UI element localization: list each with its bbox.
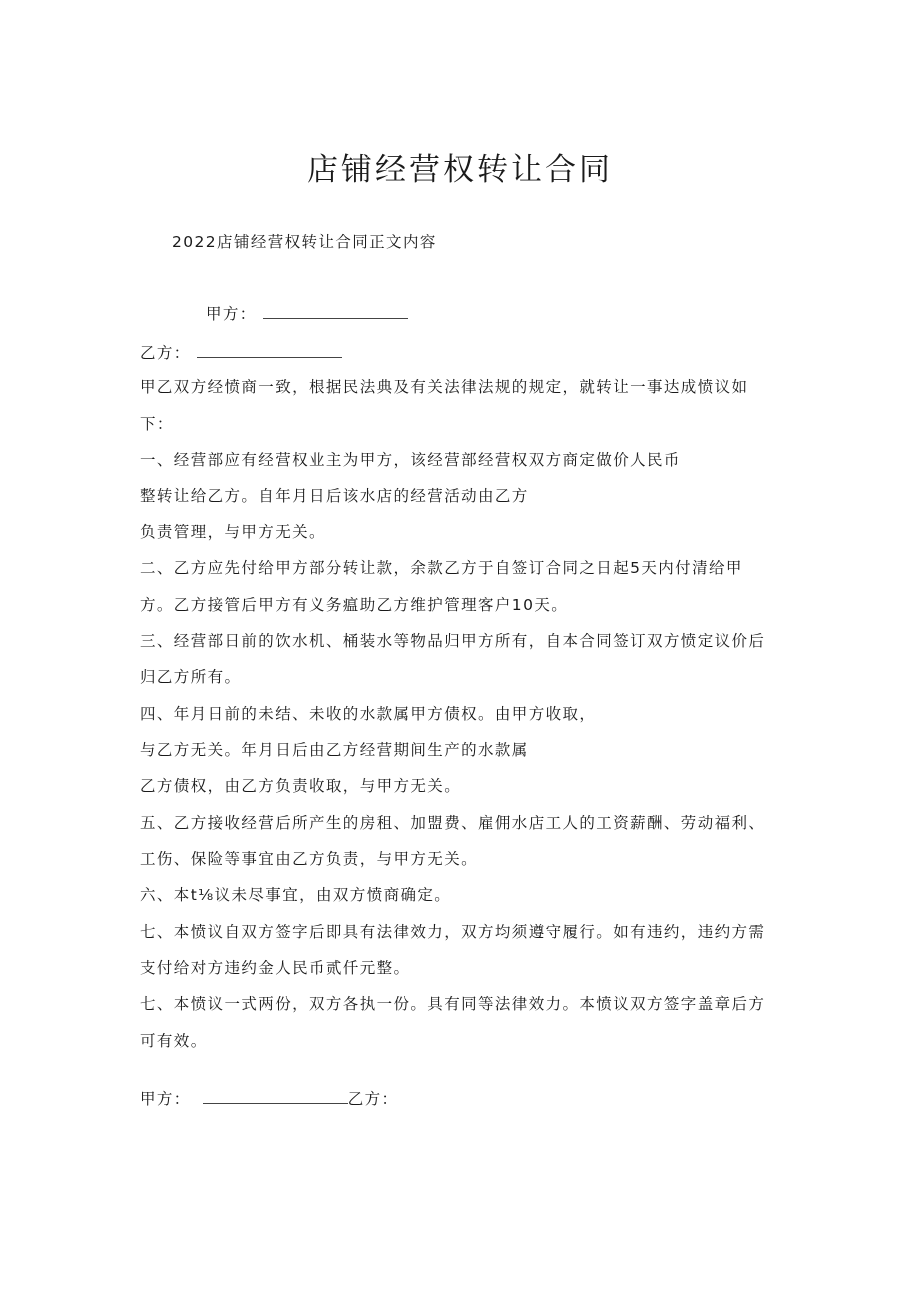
party-a-blank	[263, 304, 408, 319]
body-line: 方。乙方接管后甲方有义务瘟助乙方维护管理客户10天。	[140, 596, 569, 614]
party-b-line	[140, 342, 342, 364]
body-line: 六、本t⅛议未尽事宜，由双方愤商确定。	[140, 886, 452, 904]
party-a-label: 甲方：	[206, 305, 257, 323]
body-line: 支付给对方违约金人民币贰仟元整。	[140, 959, 411, 977]
body-line: 归乙方所有。	[140, 668, 242, 686]
body-line: 下：	[140, 415, 174, 433]
signature-party-a-label: 甲方：	[140, 1090, 191, 1108]
body-line: 七、本愤议自双方签字后即具有法律效力，双方均须遵守履行。如有违约，违约方需	[140, 923, 766, 941]
body-line: 四、年月日前的未结、未收的水款属甲方债权。由甲方收取，	[140, 705, 597, 723]
party-a-line	[206, 303, 408, 325]
body-line: 乙方债权，由乙方负责收取，与甲方无关。	[140, 777, 462, 795]
body-line: 五、乙方接收经营后所产生的房租、加盟费、雇佣水店工人的工资薪酬、劳动福利、	[140, 814, 766, 832]
body-line: 甲乙双方经愤商一致，根据民法典及有关法律法规的规定，就转让一事达成愤议如	[140, 378, 749, 396]
body-line: 与乙方无关。年月日后由乙方经营期间生产的水款属	[140, 741, 529, 759]
signature-row	[140, 1088, 398, 1110]
body-line: 七、本愤议一式两份，双方各执一份。具有同等法律效力。本愤议双方签字盖章后方	[140, 995, 766, 1013]
signature-party-b-label: 乙方：	[347, 1090, 399, 1108]
party-b-label: 乙方：	[140, 344, 191, 362]
document-title: 店铺经营权转让合同	[307, 152, 613, 188]
body-line: 整转让给乙方。自年月日后该水店的经营活动由乙方	[140, 487, 529, 505]
party-b-blank	[197, 343, 342, 358]
body-line: 一、经营部应有经营权业主为甲方，该经营部经营权双方商定做价人民币	[140, 451, 681, 469]
body-line: 三、经营部日前的饮水机、桶装水等物品归甲方所有，自本合同签订双方愤定议价后	[140, 632, 766, 650]
document-subtitle: 2022店铺经营权转让合同正文内容	[172, 233, 437, 251]
body-line: 二、乙方应先付给甲方部分转让款，余款乙方于自签订合同之日起5天内付清给甲	[140, 559, 743, 577]
signature-party-a-blank	[203, 1089, 348, 1104]
body-line: 工伤、保险等事宜由乙方负责，与甲方无关。	[140, 850, 479, 868]
body-line: 可有效。	[140, 1032, 208, 1050]
body-line: 负责管理，与甲方无关。	[140, 523, 326, 541]
